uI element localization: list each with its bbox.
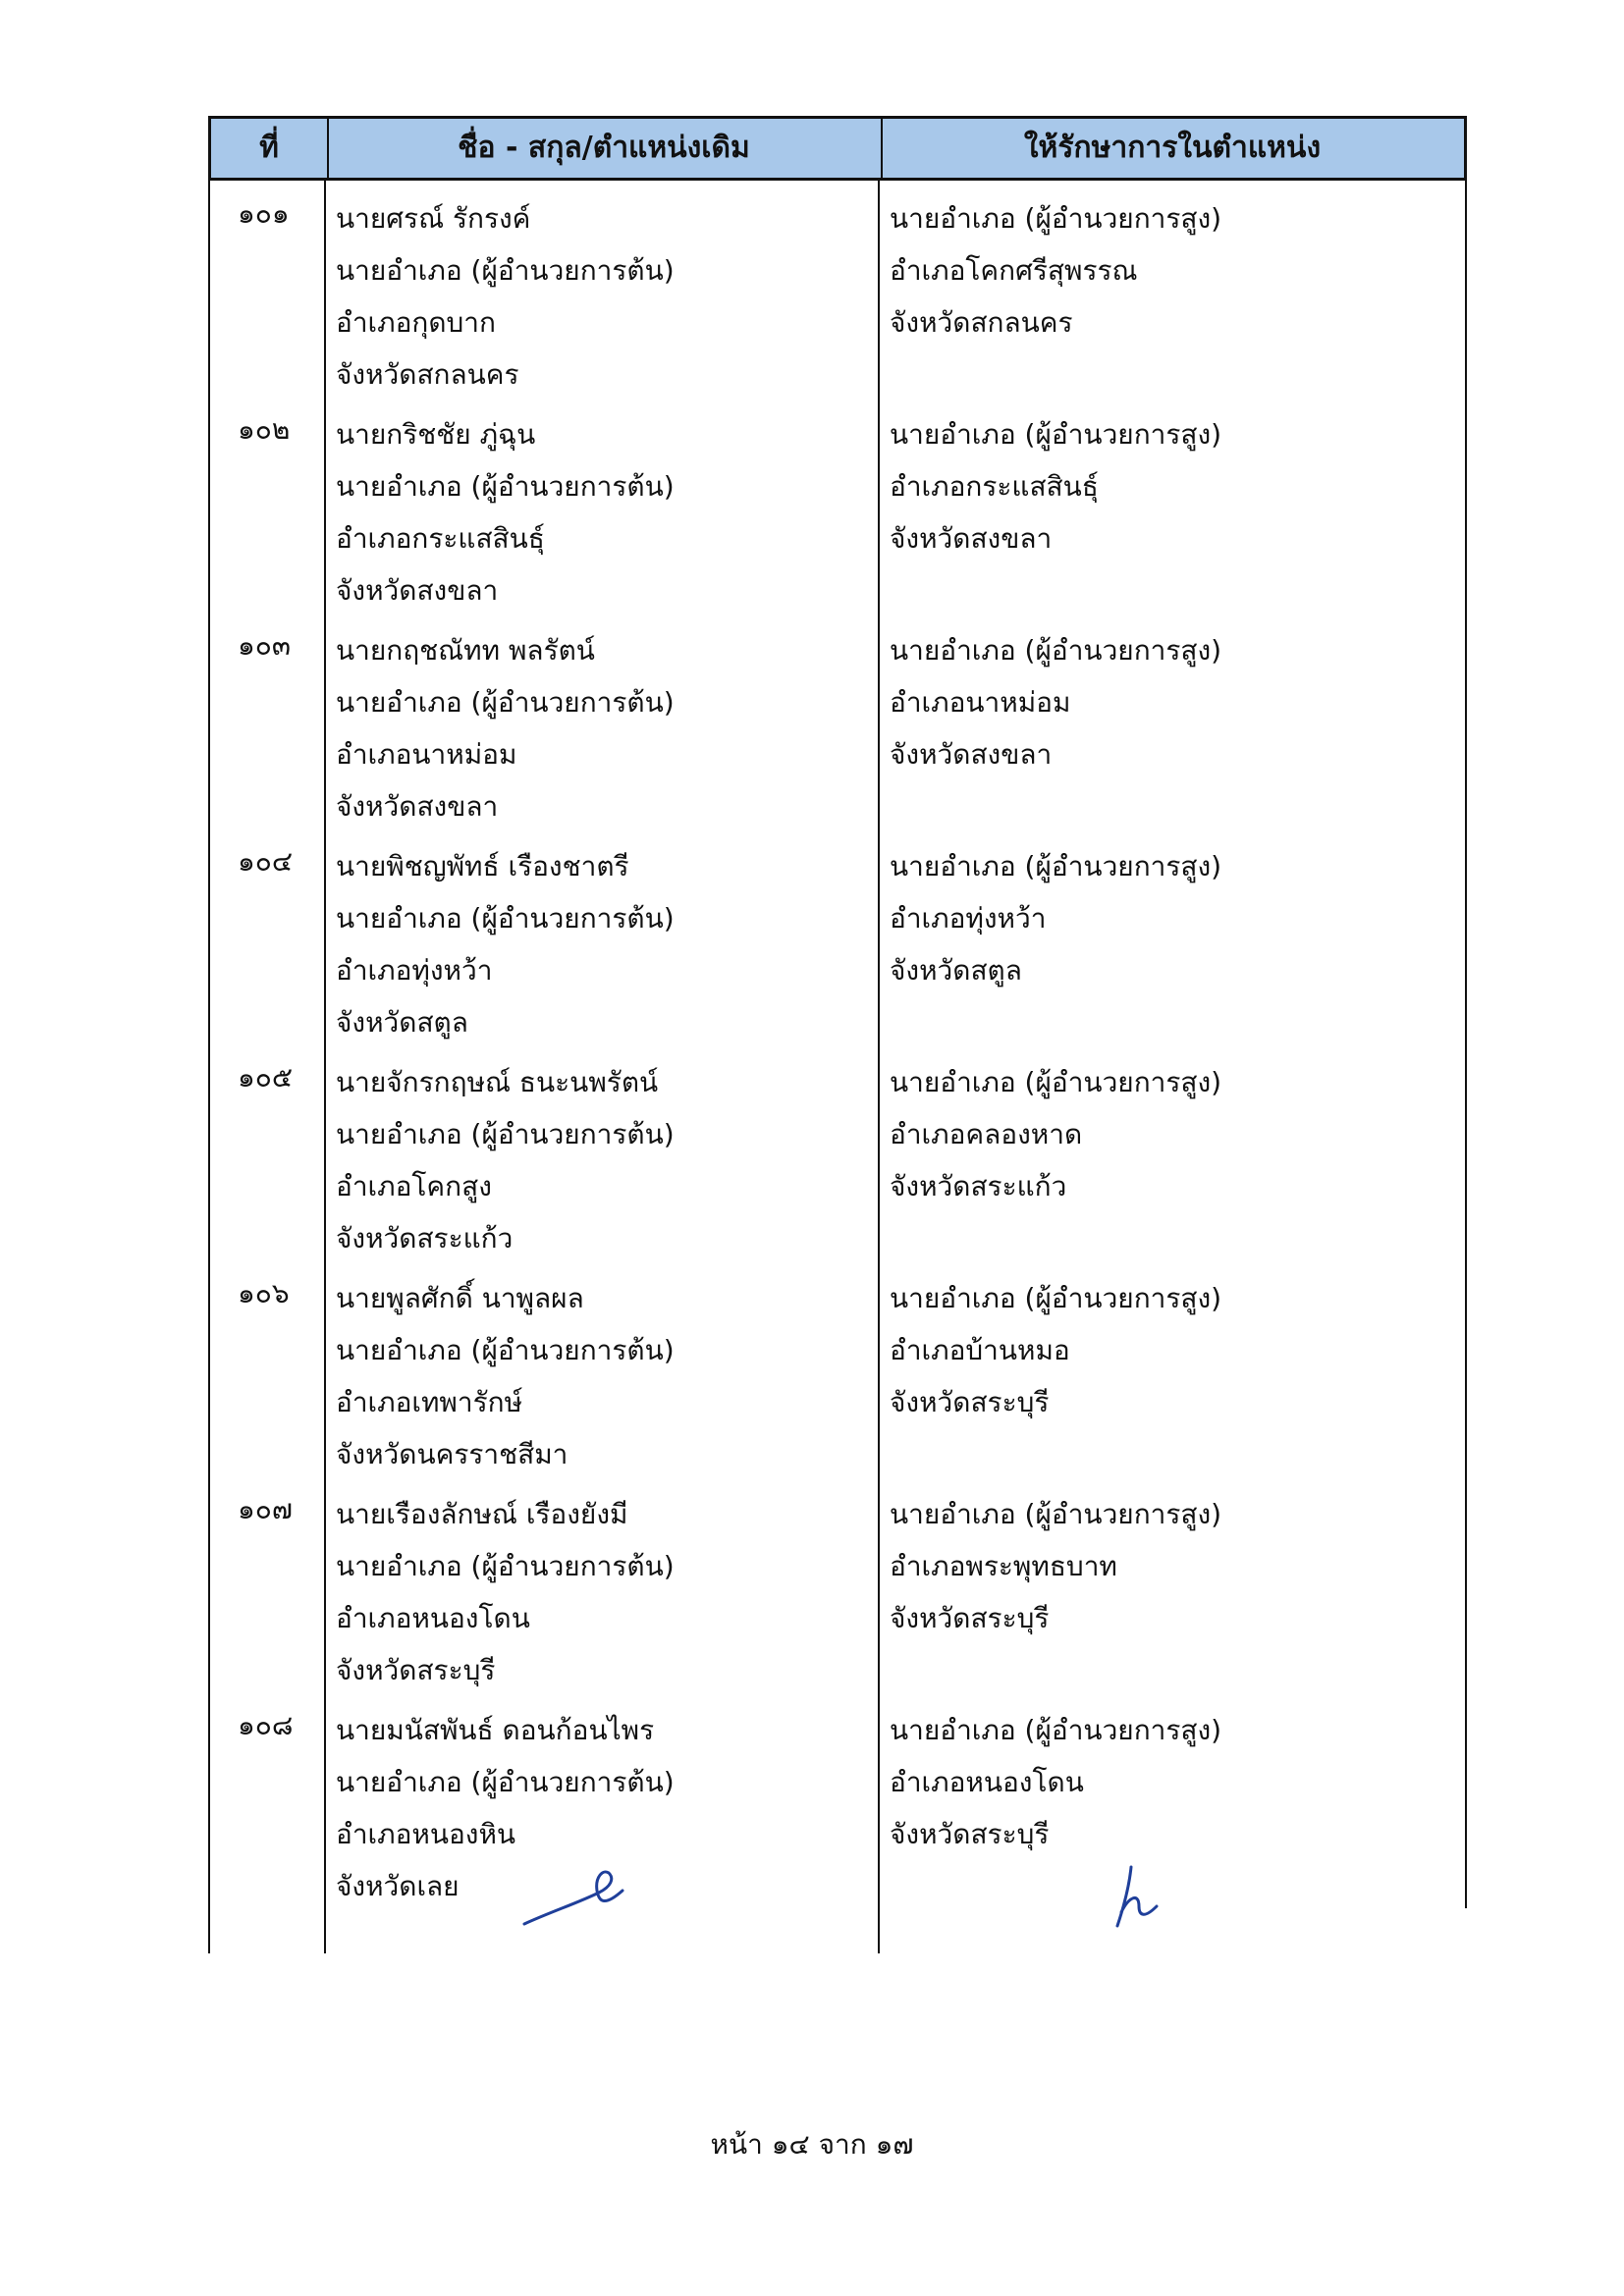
original-position-cell — [336, 1272, 866, 1480]
original-position-line: จังหวัดเลย — [336, 1870, 460, 1902]
original-position-line: จังหวัดนครราชสีมา — [336, 1438, 568, 1470]
original-position-line: อำเภอเทพารักษ์ — [336, 1386, 523, 1418]
acting-position-line: อำเภอพระพุทธบาท — [890, 1550, 1117, 1582]
original-position-line: อำเภอหนองโดน — [336, 1602, 530, 1634]
acting-position-line: อำเภอบ้านหมอ — [890, 1334, 1070, 1366]
original-position-cell — [336, 624, 866, 832]
acting-position-cell — [890, 192, 1459, 348]
original-position-line: อำเภอนาหม่อม — [336, 738, 517, 771]
original-position-line: อำเภอทุ่งหว้า — [336, 954, 493, 987]
acting-position-cell — [890, 840, 1459, 996]
row-number: ๑๐๕ — [238, 1061, 294, 1094]
acting-position-cell — [890, 1056, 1459, 1212]
row-number: ๑๐๖ — [238, 1277, 290, 1309]
table-row — [208, 1048, 1467, 1264]
person-name: นายพูลศักดิ์ นาพูลผล — [336, 1282, 584, 1314]
table-header — [208, 116, 1467, 181]
original-position-line: นายอำเภอ (ผู้อำนวยการต้น) — [336, 1550, 675, 1582]
acting-position-line: จังหวัดสกลนคร — [890, 306, 1073, 339]
acting-position-line: อำเภอหนองโดน — [890, 1766, 1084, 1798]
person-name: นายจักรกฤษณ์ ธนะนพรัตน์ — [336, 1066, 659, 1098]
row-number: ๑๐๑ — [238, 197, 290, 230]
acting-position-line: อำเภอนาหม่อม — [890, 686, 1071, 719]
original-position-line: จังหวัดสตูล — [336, 1006, 468, 1039]
original-position-line: จังหวัดสงขลา — [336, 574, 499, 607]
table-row — [208, 616, 1467, 832]
table-row — [208, 185, 1467, 400]
row-number: ๑๐๗ — [238, 1493, 293, 1525]
acting-position-line: อำเภอคลองหาด — [890, 1118, 1083, 1150]
original-position-line: จังหวัดสระบุรี — [336, 1654, 496, 1686]
original-position-cell — [336, 1056, 866, 1264]
acting-position-line: นายอำเภอ (ผู้อำนวยการสูง) — [890, 1066, 1222, 1098]
original-position-line: นายอำเภอ (ผู้อำนวยการต้น) — [336, 902, 675, 934]
original-position-line: นายอำเภอ (ผู้อำนวยการต้น) — [336, 1118, 675, 1150]
acting-position-line: จังหวัดสระบุรี — [890, 1386, 1050, 1418]
signature-mark-left — [520, 1863, 628, 1942]
original-position-cell — [336, 840, 866, 1048]
acting-position-line: จังหวัดสระบุรี — [890, 1818, 1050, 1850]
acting-position-cell — [890, 1704, 1459, 1860]
person-name: นายเรืองลักษณ์ เรืองยังมี — [336, 1498, 628, 1530]
header-name: ชื่อ - สกุล/ตำแหน่งเดิม — [458, 131, 750, 165]
acting-position-line: นายอำเภอ (ผู้อำนวยการสูง) — [890, 202, 1222, 235]
signature-mark-right — [1111, 1863, 1170, 1932]
acting-position-line: นายอำเภอ (ผู้อำนวยการสูง) — [890, 634, 1222, 667]
page-number: หน้า ๑๔ จาก ๑๗ — [710, 2128, 914, 2161]
acting-position-line: อำเภอทุ่งหว้า — [890, 902, 1047, 934]
acting-position-cell — [890, 408, 1459, 564]
table-row — [208, 400, 1467, 616]
table-row — [208, 1480, 1467, 1696]
acting-position-line: จังหวัดสระแก้ว — [890, 1170, 1067, 1202]
acting-position-line: นายอำเภอ (ผู้อำนวยการสูง) — [890, 418, 1222, 451]
acting-position-line: นายอำเภอ (ผู้อำนวยการสูง) — [890, 850, 1222, 882]
original-position-line: อำเภอกุดบาก — [336, 306, 496, 339]
original-position-line: อำเภอหนองหิน — [336, 1818, 516, 1850]
original-position-line: นายอำเภอ (ผู้อำนวยการต้น) — [336, 686, 675, 719]
appointment-table — [208, 116, 1467, 1953]
original-position-line: จังหวัดสงขลา — [336, 790, 499, 823]
row-number: ๑๐๘ — [238, 1709, 294, 1741]
acting-position-line: จังหวัดสงขลา — [890, 738, 1053, 771]
acting-position-line: นายอำเภอ (ผู้อำนวยการสูง) — [890, 1714, 1222, 1746]
row-number: ๑๐๒ — [238, 413, 291, 446]
acting-position-line: จังหวัดสงขลา — [890, 522, 1053, 555]
person-name: นายพิชญพัทธ์ เรืองชาตรี — [336, 850, 629, 882]
original-position-cell — [336, 1488, 866, 1696]
table-row — [208, 832, 1467, 1048]
original-position-line: จังหวัดสระแก้ว — [336, 1222, 514, 1255]
original-position-line: นายอำเภอ (ผู้อำนวยการต้น) — [336, 254, 675, 287]
acting-position-cell — [890, 1272, 1459, 1428]
person-name: นายกริชชัย ภู่ฉุน — [336, 418, 536, 451]
table-row — [208, 1264, 1467, 1480]
original-position-line: นายอำเภอ (ผู้อำนวยการต้น) — [336, 1334, 675, 1366]
original-position-line: จังหวัดสกลนคร — [336, 358, 519, 391]
original-position-line: นายอำเภอ (ผู้อำนวยการต้น) — [336, 1766, 675, 1798]
acting-position-line: จังหวัดสตูล — [890, 954, 1022, 987]
table-row — [208, 1696, 1467, 1912]
header-no: ที่ — [259, 131, 279, 165]
acting-position-cell — [890, 624, 1459, 780]
acting-position-line: นายอำเภอ (ผู้อำนวยการสูง) — [890, 1498, 1222, 1530]
original-position-line: อำเภอกระแสสินธุ์ — [336, 522, 545, 555]
header-position: ให้รักษาการในตำแหน่ง — [1023, 131, 1322, 165]
row-number: ๑๐๓ — [238, 629, 292, 662]
acting-position-line: นายอำเภอ (ผู้อำนวยการสูง) — [890, 1282, 1222, 1314]
acting-position-line: จังหวัดสระบุรี — [890, 1602, 1050, 1634]
acting-position-line: อำเภอกระแสสินธุ์ — [890, 470, 1099, 503]
original-position-line: นายอำเภอ (ผู้อำนวยการต้น) — [336, 470, 675, 503]
original-position-cell — [336, 192, 866, 400]
person-name: นายมนัสพันธ์ ดอนก้อนไพร — [336, 1714, 655, 1746]
person-name: นายกฤชณัทท พลรัตน์ — [336, 634, 595, 667]
person-name: นายศรณ์ รักรงค์ — [336, 202, 531, 235]
original-position-line: อำเภอโคกสูง — [336, 1170, 492, 1202]
row-number: ๑๐๔ — [238, 845, 294, 878]
original-position-cell — [336, 408, 866, 616]
acting-position-cell — [890, 1488, 1459, 1644]
acting-position-line: อำเภอโคกศรีสุพรรณ — [890, 254, 1138, 287]
